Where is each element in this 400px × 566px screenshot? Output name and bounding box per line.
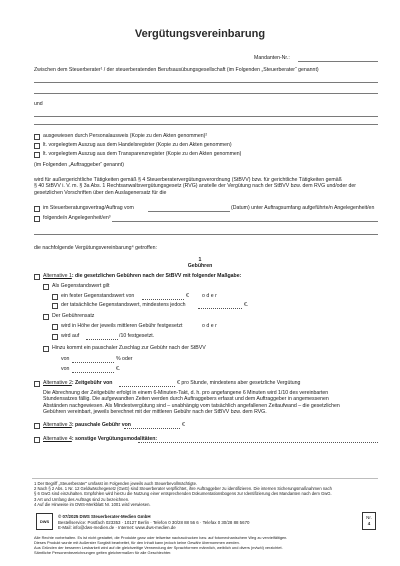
legal-footer-line-4: Sämtliche Personenbezeichnungen gelten gleichermaßen für alle Geschlechter. xyxy=(34,550,172,555)
gegenstandswert-label: Als Gegenstandswert gilt xyxy=(52,283,110,289)
contract-option-b-label: folgende/n Angelegenheit/en³ xyxy=(43,215,111,221)
footnote-separator xyxy=(32,478,378,479)
form-number-box xyxy=(362,512,376,530)
parties-intro: Zwischen dem Steuerberater¹ / der steuerberatenden Berufsausübungsgesellschaft (im Folgenden „Steuerberater“ genannt) xyxy=(34,67,319,73)
zuschlag-percent-field[interactable] xyxy=(72,362,114,363)
publisher-address: Bestellservice: Postfach 023353 · 10127 Berlin · Telefon 0 30/28 88 56 6 · Telefax 0 30/28 88 5670 xyxy=(58,519,250,525)
gebuehrensatz-label: Der Gebührensatz xyxy=(52,313,95,319)
zuschlag-von-label-1: von xyxy=(61,356,70,362)
zuschlag-von-label-2: von xyxy=(61,366,70,372)
alt2-checkbox[interactable] xyxy=(34,381,40,387)
id-option-checkbox-2[interactable] xyxy=(34,143,40,149)
legal-footer xyxy=(34,535,384,555)
alt2-paragraph-line-3: Abständen nachgewiesen. Als Mindestvergütung sind – unabhängig vom tatsächlich angefallenen Zeitaufwand – die gesetzlichen xyxy=(43,402,340,409)
form-number-value: 4 xyxy=(367,521,371,526)
and-label: und xyxy=(34,101,43,107)
alt2-description: : Zeitgebühr von xyxy=(71,380,113,386)
contract-option-a-post: (Datum) unter Auftragsumfang aufgeführte/n Angelegenheit/en xyxy=(231,205,375,211)
gs-oder: oder xyxy=(202,323,219,329)
gebuehrensatz-checkbox[interactable] xyxy=(43,314,49,320)
footnote-2-cont: § 6 GwG sind einzuhalten. Empfohlen wird hierzu die Nutzung einer entsprechenden Dokumentationsbogens zur Identifizierung des Mandanten nach dem GwG. xyxy=(34,491,332,497)
zuschlag-label: Hinzu kommt ein pauschaler Zuschlag zur Gebühr nach der StBVV xyxy=(52,345,206,351)
legal-basis-line-3: gesetzlichen Vorschriften über den Auslagenersatz für die xyxy=(34,189,167,196)
mandant-number-label: Mandanten-Nr.: xyxy=(254,55,290,61)
matter-line-1[interactable] xyxy=(112,221,378,222)
footnotes xyxy=(34,481,384,507)
publisher-copyright: © 07/2025 DWS Steuerberater-Medien GmbH xyxy=(58,514,151,519)
steuerberater-line-2[interactable] xyxy=(34,93,378,94)
form-number-label: Nr. xyxy=(366,515,372,520)
alt1-description: : die gesetzlichen Gebühren nach der StBVV mit folgender Maßgabe: xyxy=(71,273,242,279)
legal-footer-line-2: Dieses Produkt wurde mit äußerster Sorgfalt bearbeitet, für den Inhalt kann jedoch keine Gewähr übernommen werden. xyxy=(34,540,240,545)
zuschlag-checkbox[interactable] xyxy=(43,346,49,352)
legal-basis-text xyxy=(34,177,384,196)
matter-line-2[interactable] xyxy=(34,234,378,235)
gw-tatsaechlich-label: der tatsächliche Gegenstandswert, mindestens jedoch xyxy=(61,302,186,308)
alt1-label xyxy=(43,273,241,279)
zuschlag-euro-field[interactable] xyxy=(72,372,114,373)
alt4-checkbox[interactable] xyxy=(34,437,40,443)
auftraggeber-definition: (im Folgenden „Auftraggeber“ genannt) xyxy=(34,162,124,168)
zuschlag-percent-label: % oder xyxy=(116,356,133,362)
id-option-label-2: lt. vorgelegtem Auszug aus dem Handelsregister (Kopie zu den Akten genommen) xyxy=(43,142,232,148)
alt4-title: Alternative 4 xyxy=(43,436,72,442)
pauschale-field[interactable] xyxy=(124,428,180,429)
publisher-info xyxy=(58,514,358,531)
gs-mittel-checkbox[interactable] xyxy=(52,324,58,330)
alt3-euro: € xyxy=(182,422,185,428)
document-title: Vergütungsvereinbarung xyxy=(134,28,266,40)
agreement-intro: die nachfolgende Vergütungsvereinbarung⁴ getroffen: xyxy=(34,245,157,251)
zeitgebuehr-field[interactable] xyxy=(119,386,175,387)
alt2-paragraph xyxy=(43,390,383,416)
id-option-checkbox-1[interactable] xyxy=(34,134,40,140)
auftraggeber-line-2[interactable] xyxy=(34,124,378,125)
alt2-paragraph-line-2: Stundensatzes fällig. Die aufgewandten Zeiten werden durch Auftraggebers erfasst und dem Auftraggeber in angemessenen xyxy=(43,396,329,403)
steuerberater-line-1[interactable] xyxy=(34,82,378,83)
gegenstandswert-checkbox[interactable] xyxy=(43,284,49,290)
dws-logo: DWS xyxy=(36,513,53,530)
alt4-description: : sonstige Vergütungsmodalitäten: xyxy=(71,436,158,442)
gs-mittel-label: wird in Höhe der jeweils mittleren Gebühr festgesetzt xyxy=(61,323,183,329)
footnote-4: 4 Auf die Hinweise im DWS-Merkblatt Nr. 1001 wird verwiesen. xyxy=(34,501,151,507)
footnote-1: 1 Der Begriff „Steuerberater“ umfasst im Folgenden jeweils auch Steuerbevollmächtigte. xyxy=(34,481,198,486)
id-option-checkbox-3[interactable] xyxy=(34,152,40,158)
auftraggeber-line-1[interactable] xyxy=(34,116,378,117)
gw-fest-euro: € xyxy=(186,293,189,299)
gs-zehntel-field[interactable] xyxy=(86,339,118,340)
sonstige-field[interactable] xyxy=(138,442,378,443)
alt2-post: € pro Stunde, mindestens aber gesetzliche Vergütung xyxy=(177,380,301,386)
alt1-checkbox[interactable] xyxy=(34,274,40,280)
footnote-2: 2 Nach § 2 Abs. 1 Nr. 12 Geldwäschegesetz (GwG) sind Steuerberater verpflichtet, ihre Auftraggeber zu identifizieren. Die internen Sicherungsmaßnahmen nach xyxy=(34,486,332,492)
alt3-label xyxy=(43,422,131,428)
gs-wird-auf-label: wird auf xyxy=(61,333,80,339)
alt3-checkbox[interactable] xyxy=(34,423,40,429)
gw-fest-label: ein fester Gegenstandswert von xyxy=(61,293,135,299)
alt2-paragraph-line-4: Gebühren vereinbart, jeweils berechnet mit der mittleren Gebühr nach der StBVV bzw. dem RVG. xyxy=(43,409,267,416)
footnote-3: 3 Art und Umfang des Auftrags sind zu bezeichnen. xyxy=(34,496,130,502)
gw-tatsaechlich-amount-field[interactable] xyxy=(198,308,242,309)
contract-option-a-pre: im Steuerberatungsvertrag/Auftrag vom xyxy=(43,205,134,211)
legal-basis-line-2: § 40 StBVV i. V. m. § 3a Abs. 1 Rechtsanwaltsvergütungsgesetz (RVG) anstelle der Vergütung nach der StBVV bzw. dem RVG und/oder der xyxy=(34,183,356,190)
gs-wird-auf-checkbox[interactable] xyxy=(52,334,58,340)
legal-footer-line-3: Aus Gründen der besseren Lesbarkeit wird auf die gleichzeitige Verwendung der Sprachformen männlich, weiblich und divers (m/w/d) verzichtet. xyxy=(34,545,283,550)
alt2-title: Alternative 2 xyxy=(43,380,72,386)
id-option-label-1: ausgewiesen durch Personalausweis (Kopie zu den Akten genommen)² xyxy=(43,133,208,139)
mandant-number-field[interactable] xyxy=(298,61,378,62)
legal-footer-line-1: Alle Rechte vorbehalten. Es ist nicht gestattet, die Produkte ganz oder teilweise nachzudrucken bzw. auf fotomechanischem Weg zu vervielfältigen. xyxy=(34,535,288,540)
gs-zehntel-label: /10 festgesetzt. xyxy=(119,333,155,339)
publisher-web: E-Mail: info@dws-medien.de · Internet: www.dws-medien.de xyxy=(58,525,176,531)
alt2-label xyxy=(43,380,112,386)
gw-tatsaechlich-euro: €. xyxy=(244,302,249,308)
alt3-description: : pauschale Gebühr von xyxy=(71,422,131,428)
alt1-title: Alternative 1 xyxy=(43,273,72,279)
alt2-paragraph-line-1: Die Abrechnung der Zeitgebühr erfolgt in einem 6-Minuten-Takt, d. h. pro angefangene 6 Minuten wird 1/10 des vereinbarten xyxy=(43,390,329,396)
section-number: 1 xyxy=(198,257,202,263)
contract-option-checkbox-a[interactable] xyxy=(34,206,40,212)
contract-date-field[interactable] xyxy=(148,211,230,212)
legal-basis-line-1: wird für außergerichtliche Tätigkeiten gemäß § 4 Steuerberatervergütungsverordnung (StBVV) bzw. für gerichtliche Tätigkeiten gemäß xyxy=(34,177,342,183)
section-title: Gebühren xyxy=(187,263,213,269)
alt3-title: Alternative 3 xyxy=(43,422,72,428)
contract-option-checkbox-b[interactable] xyxy=(34,216,40,222)
id-option-label-3: lt. vorgelegtem Auszug aus dem Transparenzregister (Kopie zu den Akten genommen) xyxy=(43,151,242,157)
gw-tatsaechlich-checkbox[interactable] xyxy=(52,303,58,309)
zuschlag-euro-label: €. xyxy=(116,366,121,372)
gw-oder: oder xyxy=(202,293,219,299)
gw-fest-checkbox[interactable] xyxy=(52,294,58,300)
gw-fest-amount-field[interactable] xyxy=(142,299,184,300)
